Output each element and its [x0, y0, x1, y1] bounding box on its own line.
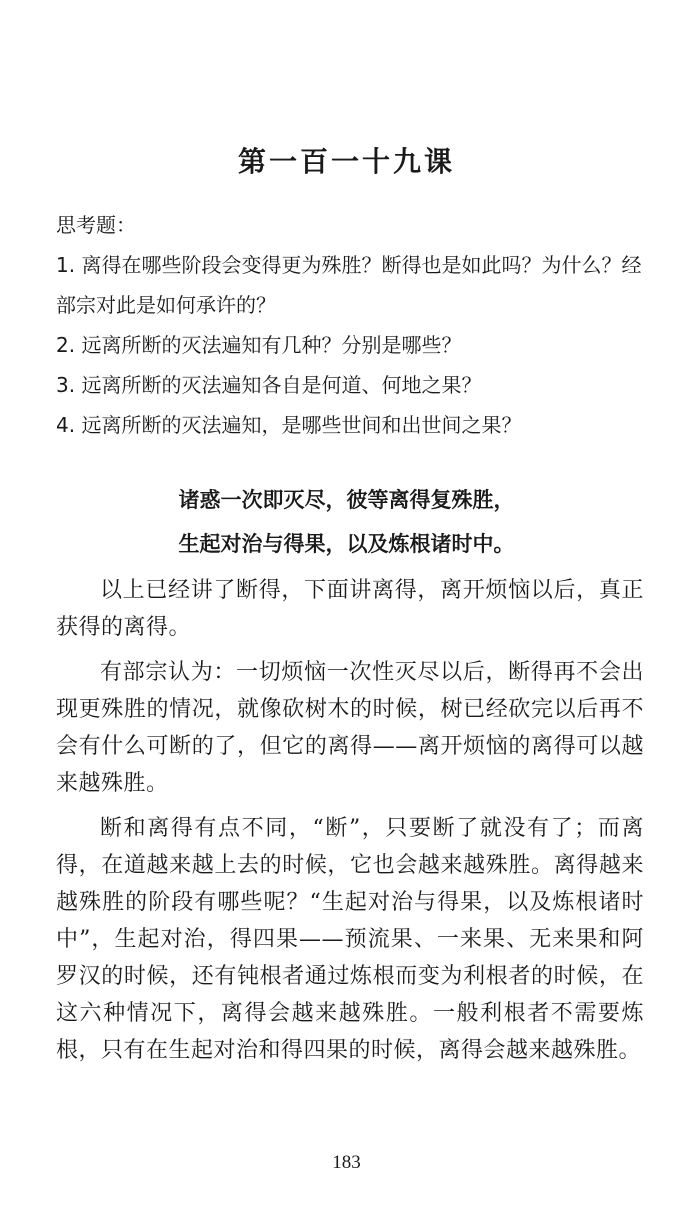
- body-paragraph-1: 以上已经讲了断得，下面讲离得，离开烦恼以后，真正获得的离得。: [56, 578, 644, 640]
- question-item-2: 2. 远离所断的灭法遍知有几种？分别是哪些？: [56, 333, 462, 357]
- page-number: 183: [332, 1152, 361, 1173]
- questions-heading: 思考题：: [56, 213, 136, 237]
- question-item-3: 3. 远离所断的灭法遍知各自是何道、何地之果？: [56, 373, 482, 397]
- verse-line-2: 生起对治与得果，以及炼根诸时中。: [178, 532, 515, 556]
- verse-line-1: 诸惑一次即灭尽，彼等离得复殊胜，: [178, 488, 515, 512]
- verse-block: [0, 478, 693, 566]
- lesson-title: 第一百一十九课: [237, 145, 455, 178]
- body-paragraph-2: 有部宗认为：一切烦恼一次性灭尽以后，断得再不会出现更殊胜的情况，就像砍树木的时候，树已经砍完以后再不会有什么可断的了，但它的离得——离开烦恼的离得可以越来越殊胜。: [56, 660, 644, 796]
- discussion-questions: [56, 205, 646, 445]
- question-item-1: 1. 离得在哪些阶段会变得更为殊胜？断得也是如此吗？为什么？经部宗对此是如何承许的？: [56, 253, 642, 317]
- body-paragraph-3: 断和离得有点不同，“断”，只要断了就没有了；而离得，在道越来越上去的时候，它也会越来越殊胜。离得越来越殊胜的阶段有哪些呢？“生起对治与得果，以及炼根诸时中”，生起对治，得四果——预流果、一来果、无来果和阿罗汉的时候，还有钝根者通过炼根而变为利根者的时候，在这六种情况下，离得会越来越殊胜。一般利根者不需要炼根，只有在生起对治和得四果的时候，离得会越来越殊胜。: [56, 816, 644, 1063]
- body-text: [56, 572, 644, 1077]
- question-item-4: 4. 远离所断的灭法遍知，是哪些世间和出世间之果？: [56, 413, 522, 437]
